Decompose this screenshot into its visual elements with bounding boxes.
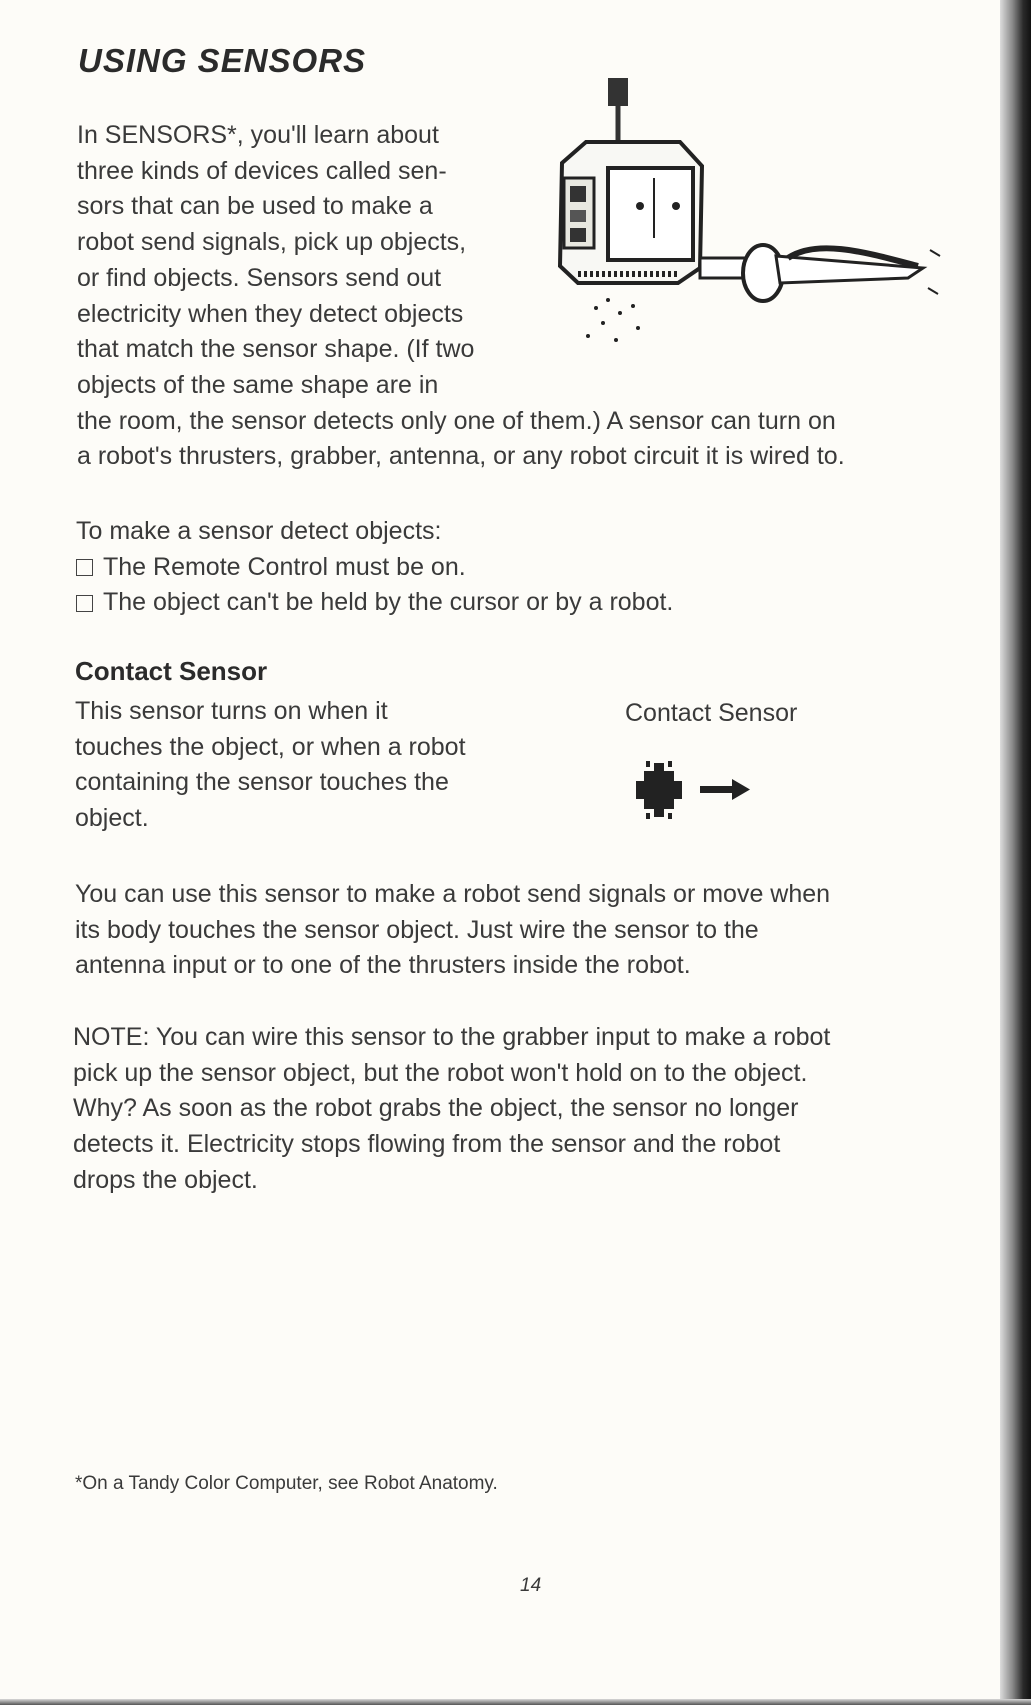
contact-sensor-heading: Contact Sensor (75, 656, 268, 686)
requirements-list (76, 514, 673, 621)
book-spine-shadow (1000, 0, 1031, 1705)
page-title: USING SENSORS (78, 42, 367, 79)
note-paragraph: NOTE: You can wire this sensor to the grabber input to make a robot pick up the sensor object, but the robot won't hold on to the object. Why? As soon as the robot grabs the object, the sensor no longer detects it. Electricity stops flowing from the sensor and the robot drops the object. (73, 1023, 831, 1194)
page-number: 14 (520, 1575, 542, 1596)
intro-paragraph: In SENSORS*, you'll learn about three kinds of devices called sen- sors that can be used to make a robot send signals, pick up objects, or find objects. Sensors send out electricity when they detect objects that match the sensor shape. (If two objects of the same shape are in the room, the sensor detects only one of them.) A sensor can turn on a robot's thrusters, grabber, antenna, or any robot circuit it is wired to. (77, 121, 845, 471)
contact-sensor-icon (632, 755, 762, 825)
checkbox-icon (76, 559, 93, 576)
list-item: The object can't be held by the cursor or by a robot. (76, 585, 673, 621)
usage-paragraph: You can use this sensor to make a robot send signals or move when its body touches the sensor object. Just wire the sensor to the antenna input or to one of the thrusters inside the robot. (75, 880, 831, 980)
list-item: The Remote Control must be on. (76, 550, 673, 586)
checkbox-icon (76, 595, 93, 612)
requirements-intro: To make a sensor detect objects: (76, 517, 442, 545)
contact-sensor-figure-label: Contact Sensor (625, 699, 798, 727)
contact-sensor-description: This sensor turns on when it touches the object, or when a robot containing the sensor touches the object. (75, 697, 466, 833)
page-bottom-edge (0, 1699, 1031, 1705)
footnote: *On a Tandy Color Computer, see Robot Anatomy. (75, 1473, 498, 1494)
